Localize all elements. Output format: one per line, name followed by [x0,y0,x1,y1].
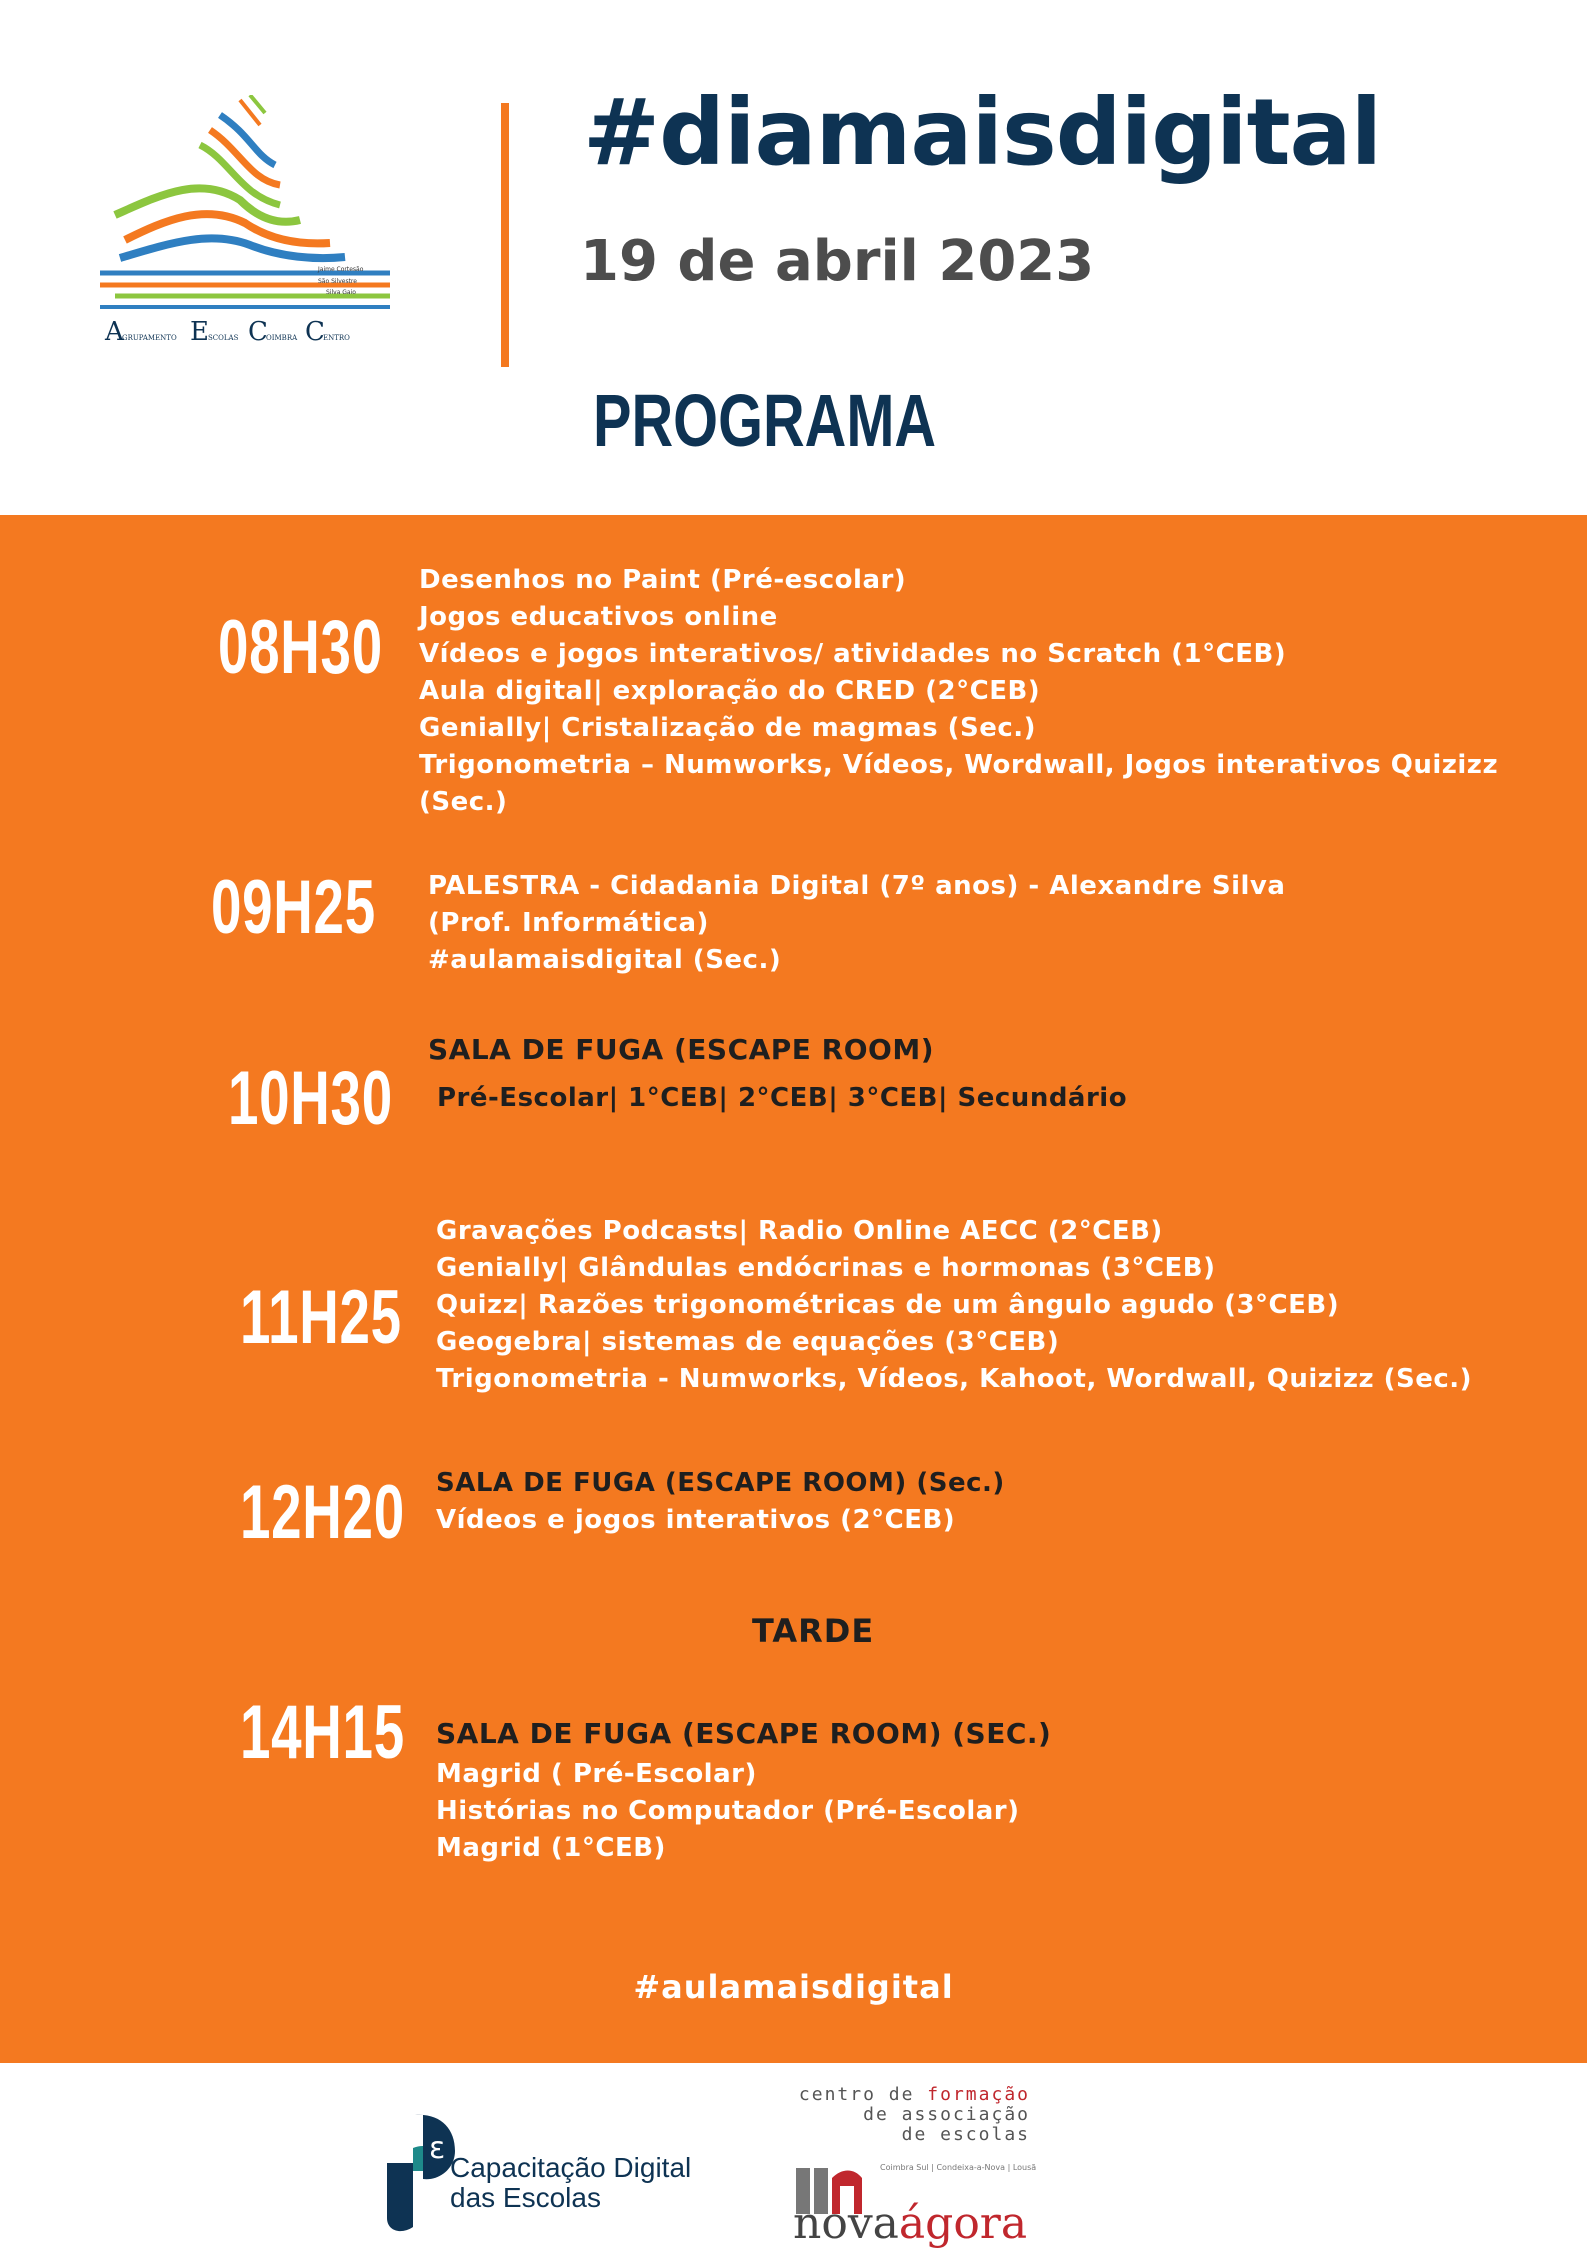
logo-word-4: ENTRO [323,334,350,342]
cfae-brand-b: ágora [898,2198,1028,2249]
header-divider [501,103,509,367]
block-time: 08H30 [218,605,383,690]
cfae-line-3: de escolas [901,2124,1030,2145]
block-time: 11H25 [240,1275,402,1360]
logo-letter-c2: C [305,317,325,345]
schedule-item: Vídeos e jogos interativos/ atividades no Scratch (1°CEB) [419,639,1287,669]
logo-letter-a: A [105,317,124,345]
block-items [436,1213,1472,1398]
program-title: PROGRAMA [593,379,937,462]
block-items [428,868,1285,979]
cfae-line-1b: formação [927,2084,1030,2105]
schedule-item: Aula digital| exploração do CRED (2°CEB) [419,676,1041,706]
schedule-item: SALA DE FUGA (ESCAPE ROOM) (Sec.) [436,1468,1005,1498]
footer-hashtag: #aulamaisdigital [633,1968,954,2006]
schedule-item: Jogos educativos online [419,602,778,632]
schedule-item: Trigonometria – Numworks, Vídeos, Wordwall, Jogos interativos Quizizz [419,750,1499,780]
block-items [436,1465,1005,1539]
afternoon-label: TARDE [752,1612,875,1650]
logo-word-3: OIMBRA [266,334,298,342]
header [0,0,1587,515]
block-items [419,562,1498,821]
schedule-panel [0,515,1587,2063]
event-hashtag-title: #diamaisdigital [583,79,1382,186]
logo-school-1: Jaime Cortesão [318,266,364,273]
schedule-item: #aulamaisdigital (Sec.) [428,945,782,975]
schedule-item: Pré-Escolar| 1°CEB| 2°CEB| 3°CEB| Secundário [437,1083,1128,1113]
event-date: 19 de abril 2023 [580,229,1095,294]
logo-school-3: Silva Gaio [326,289,356,296]
logo-school-2: São Silvestre [318,278,357,285]
logo-letter-c1: C [248,317,268,345]
aecc-logo [100,95,390,345]
schedule-item: Quizz| Razões trigonométricas de um ângulo agudo (3°CEB) [436,1290,1340,1320]
schedule-item: Geogebra| sistemas de equações (3°CEB) [436,1327,1060,1357]
cde-mark-letter: ε [429,2131,446,2166]
schedule-item: Histórias no Computador (Pré-Escolar) [436,1796,1020,1826]
footer-logos [0,2063,1587,2249]
schedule-item: SALA DE FUGA (ESCAPE ROOM) (SEC.) [436,1717,1052,1750]
logo-word-2: SCOLAS [208,334,239,342]
schedule-item: Genially| Glândulas endócrinas e hormonas (3°CEB) [436,1253,1216,1283]
cfae-tagline [790,2085,1030,2145]
cfae-brand [793,2198,1027,2249]
block-time: 09H25 [211,865,376,950]
schedule-item: Genially| Cristalização de magmas (Sec.) [419,713,1037,743]
schedule-item: (Sec.) [419,787,508,817]
schedule-item: (Prof. Informática) [428,908,709,938]
schedule-item: SALA DE FUGA (ESCAPE ROOM) [428,1033,935,1066]
cfae-brand-a: nova [793,2198,899,2249]
schedule-item: Magrid (1°CEB) [436,1833,666,1863]
block-time: 12H20 [240,1470,405,1555]
logo-word-1: GRUPAMENTO [122,334,177,342]
block-items [428,1031,1127,1117]
cfae-small-text: Coimbra Sul | Condeixa-a-Nova | Lousã [880,2163,1037,2172]
block-time: 10H30 [228,1056,393,1141]
schedule-item: Trigonometria - Numworks, Vídeos, Kahoot, Wordwall, Quizizz (Sec.) [436,1364,1473,1394]
cde-logo-text [450,2153,691,2213]
logo-letter-e: E [190,317,209,345]
cde-line-1: Capacitação Digital [450,2152,692,2183]
cde-line-2: das Escolas [450,2182,601,2213]
schedule-item: Desenhos no Paint (Pré-escolar) [419,565,907,595]
schedule-item: Gravações Podcasts| Radio Online AECC (2°CEB) [436,1216,1163,1246]
schedule-item: PALESTRA - Cidadania Digital (7º anos) - Alexandre Silva [428,871,1286,901]
block-time: 14H15 [240,1690,405,1775]
block-items [436,1715,1051,1867]
schedule-item: Vídeos e jogos interativos (2°CEB) [436,1505,956,1535]
schedule-item: Magrid ( Pré-Escolar) [436,1759,757,1789]
cfae-line-2: de associação [863,2104,1030,2125]
cfae-line-1a: centro de [798,2084,928,2105]
